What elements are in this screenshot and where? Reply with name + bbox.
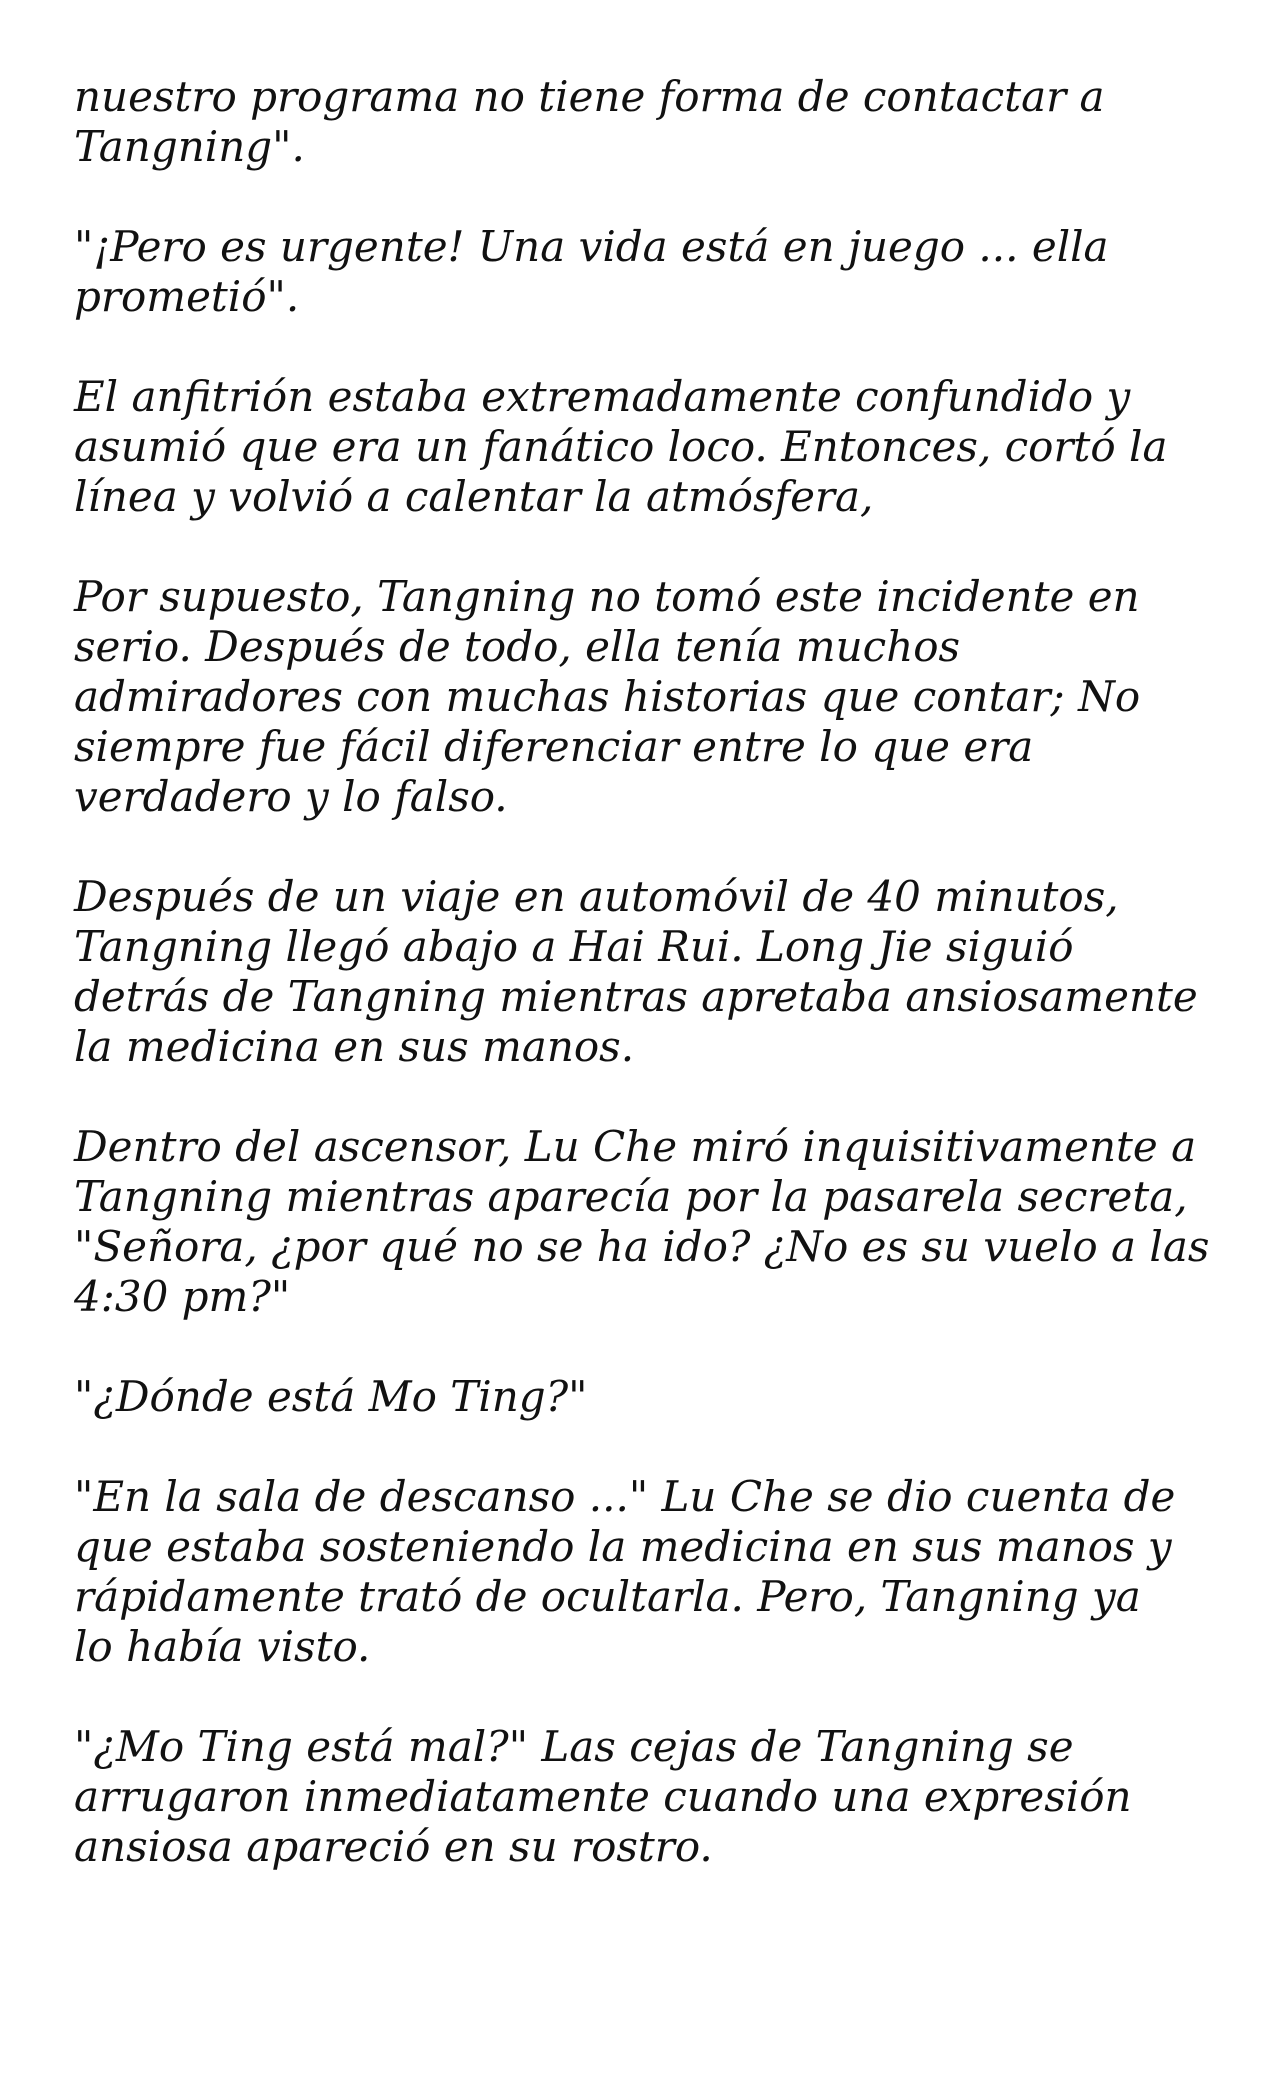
paragraph-3: El anfitrión estaba extremadamente confundido y asumió que era un fanático loco. Entonces, cortó la línea y volvió a calentar la atmósfera, xyxy=(74,372,1168,521)
paragraph-8: "En la sala de descanso ..." Lu Che se dio cuenta de que estaba sosteniendo la medicina en sus manos y rápidamente trató de ocultarla. Pero, Tangning ya lo había visto. xyxy=(74,1472,1176,1671)
paragraph-6: Dentro del ascensor, Lu Che miró inquisitivamente a Tangning mientras aparecía por la pasarela secreta, "Señora, ¿por qué no se ha ido? ¿No es su vuelo a las 4:30 pm?" xyxy=(74,1122,1210,1321)
paragraph-1: nuestro programa no tiene forma de contactar a Tangning". xyxy=(74,72,1105,171)
paragraph-5: Después de un viaje en automóvil de 40 minutos, Tangning llegó abajo a Hai Rui. Long Jie siguió detrás de Tangning mientras apretaba ansiosamente la medicina en sus manos. xyxy=(74,872,1198,1071)
paragraph-4: Por supuesto, Tangning no tomó este incidente en serio. Después de todo, ella tenía muchos admiradores con muchas historias que contar; No siempre fue fácil diferenciar entre lo que era verdadero y lo falso. xyxy=(74,572,1141,821)
paragraph-7: "¿Dónde está Mo Ting?" xyxy=(74,1372,588,1421)
document-page xyxy=(74,72,1224,1922)
paragraph-2: "¡Pero es urgente! Una vida está en juego ... ella prometió". xyxy=(74,222,1109,321)
paragraph-9: "¿Mo Ting está mal?" Las cejas de Tangning se arrugaron inmediatamente cuando una expresión ansiosa apareció en su rostro. xyxy=(74,1722,1132,1871)
